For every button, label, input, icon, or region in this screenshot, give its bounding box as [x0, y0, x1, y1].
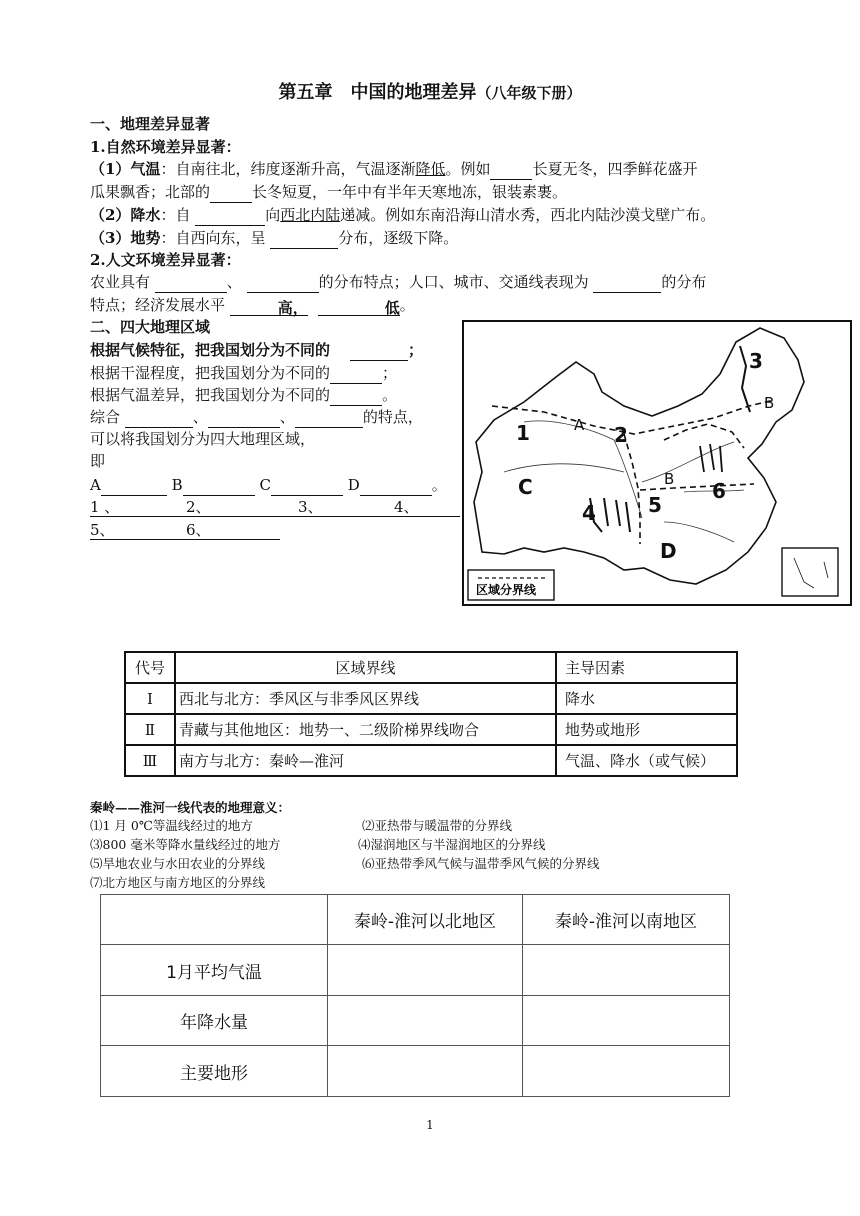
table-cell: 降水 [556, 683, 737, 714]
num-1: 1 、 [90, 498, 120, 516]
table-cell: 气温、降水（或气候） [556, 745, 737, 776]
num-6: 6、 [186, 521, 211, 539]
human-text-b: 、 [226, 273, 247, 291]
table-cell: 南方与北方：秦岭—淮河 [175, 745, 556, 776]
table-row [101, 945, 730, 996]
moisture-line [90, 362, 397, 384]
page-title [0, 78, 860, 104]
section1-sub1: 1.自然环境差异显著： [90, 138, 241, 156]
human-text-d: 的分布 [661, 273, 707, 291]
table-header-cell: 主导因素 [556, 652, 737, 683]
label-b: B [171, 476, 183, 494]
that-is-line: 即 [90, 452, 106, 470]
label-d: D [347, 476, 360, 494]
table-row [125, 683, 737, 714]
human-text-a: 农业具有 [90, 273, 155, 291]
economy-high[interactable]: 高， [230, 297, 308, 316]
section1-heading: 一、地理差异显著 [90, 115, 211, 133]
table-cell: 西北与北方：季风区与非季风区界线 [175, 683, 556, 714]
map-label-c: C [518, 475, 533, 499]
blank-field[interactable] [183, 477, 255, 496]
map-label-4: 4 [582, 501, 596, 525]
table-input-cell[interactable] [328, 996, 523, 1046]
four-regions-line: 可以将我国划分为四大地理区域， [90, 430, 316, 448]
blank-field[interactable] [490, 161, 532, 180]
region-boundary-table [124, 651, 738, 777]
title-sub: （八年级下册） [476, 84, 582, 102]
temp-label: （1）气温 [90, 160, 161, 178]
table-header-cell: 秦岭-淮河以南地区 [523, 895, 730, 945]
table-cell: Ⅰ [125, 683, 175, 714]
abcd-end: 。 [431, 476, 447, 494]
temp-zone-text: 根据气温差异，把我国划分为不同的 [90, 386, 331, 404]
temperature-line-2 [90, 181, 567, 203]
legend-text: 区域分界线 [476, 583, 537, 597]
combine-text-d: 的特点， [362, 408, 423, 426]
blank-field[interactable] [125, 409, 193, 428]
blank-field[interactable] [247, 274, 319, 293]
inset-box [782, 548, 838, 596]
temp-text-c: 长夏无冬，四季鲜花盛开 [532, 160, 698, 178]
table-header-cell: 区域界线 [175, 652, 556, 683]
qinling-item: ⑹亚热带季风气候与温带季风气候的分界线 [362, 856, 600, 871]
numbers-line-2[interactable] [90, 519, 280, 540]
numbers-line-1[interactable] [90, 496, 460, 517]
abcd-line [90, 474, 447, 496]
qinling-item: ⑺北方地区与南方地区的分界线 [90, 875, 266, 890]
num-5: 5、 [90, 521, 115, 539]
table-header-cell: 代号 [125, 652, 175, 683]
boundary-line-2 [624, 434, 640, 544]
blank-field[interactable] [101, 477, 167, 496]
map-label-1: 1 [516, 421, 530, 445]
rain-label: （2）降水 [90, 206, 161, 224]
num-3: 3、 [298, 498, 323, 516]
combine-text-b: 、 [192, 408, 208, 426]
table-row [125, 745, 737, 776]
table-row [101, 1046, 730, 1097]
table-cell: 青藏与其他地区：地势一、二级阶梯界线吻合 [175, 714, 556, 745]
rainfall-line [90, 204, 715, 226]
qinling-item: ⑸旱地农业与水田农业的分界线 [90, 856, 266, 871]
map-label-5: 5 [648, 493, 662, 517]
qinling-item: ⑵亚热带与暖温带的分界线 [362, 818, 513, 833]
climate-end: ； [408, 341, 424, 359]
terrain-text-a: ：自西向东，呈 [160, 229, 271, 247]
num-2: 2、 [186, 498, 211, 516]
rain-text-a: ：自 [160, 206, 196, 224]
table-input-cell[interactable] [523, 1046, 730, 1097]
map-label-b: B [664, 470, 675, 488]
table-input-cell[interactable] [523, 996, 730, 1046]
map-label-d: D [660, 539, 677, 563]
rain-underlined: 西北内陆 [280, 206, 341, 224]
table-row [101, 996, 730, 1046]
moisture-end: ； [382, 364, 398, 382]
blank-field[interactable] [195, 207, 265, 226]
label-c: C [259, 476, 271, 494]
combine-line [90, 406, 423, 428]
human-text-c: 的分布特点；人口、城市、交通线表现为 [318, 273, 594, 291]
map-label-a: A [574, 416, 585, 434]
blank-field[interactable] [271, 477, 343, 496]
temp-text-e: 长冬短夏，一年中有半年天寒地冻，银装素裹。 [252, 183, 568, 201]
temperature-line [90, 158, 698, 180]
blank-field[interactable] [210, 184, 252, 203]
hatch-4 [590, 498, 630, 532]
temp-text-d: 瓜果飘香；北部的 [90, 183, 211, 201]
table-input-cell[interactable] [523, 945, 730, 996]
qinling-item: ⑷湿润地区与半湿润地区的分界线 [358, 837, 546, 852]
boundary-line-1 [492, 400, 774, 434]
qinling-item: ⑴1 月 0℃等温线经过的地方 [90, 818, 253, 833]
boundary-line-4 [664, 424, 744, 448]
page-number: 1 [426, 1118, 434, 1132]
blank-field[interactable] [593, 274, 661, 293]
label-a: A [90, 476, 101, 494]
map-label-b-north: B [764, 394, 775, 412]
blank-field[interactable] [270, 230, 338, 249]
temp-zone-end: 。 [382, 386, 398, 404]
table-header-cell: 秦岭-淮河以北地区 [328, 895, 523, 945]
china-region-map [462, 320, 852, 606]
inset-detail [794, 558, 828, 588]
table-input-cell[interactable] [328, 1046, 523, 1097]
blank-field[interactable] [330, 387, 382, 406]
qinling-item: ⑶800 毫米等降水量线经过的地方 [90, 837, 281, 852]
temp-text-b: 。例如 [445, 160, 491, 178]
combine-text-c: 、 [279, 408, 295, 426]
map-drawing [464, 322, 850, 604]
terrain-text-b: 分布，逐级下降。 [338, 229, 459, 247]
table-cell: Ⅱ [125, 714, 175, 745]
blank-field[interactable] [360, 477, 432, 496]
map-label-2: 2 [614, 423, 628, 447]
num-4: 4、 [394, 498, 419, 516]
blank-field[interactable] [155, 274, 227, 293]
climate-line [90, 339, 423, 361]
map-labels [516, 349, 774, 563]
comparison-table [100, 894, 730, 1097]
table-row-label: 主要地形 [101, 1046, 328, 1097]
table-header-row [125, 652, 737, 683]
blank-field[interactable] [295, 409, 363, 428]
map-label-3: 3 [749, 349, 763, 373]
boundary-line-3 [640, 484, 754, 490]
temperature-zone-line [90, 384, 397, 406]
combine-text-a: 综合 [90, 408, 125, 426]
human-line [90, 271, 706, 293]
temp-text-a: ：自南往北，纬度逐渐升高，气温逐渐 [160, 160, 416, 178]
table-cell: 地势或地形 [556, 714, 737, 745]
terrain-line [90, 227, 458, 249]
human-text-e: 特点；经济发展水平 [90, 296, 230, 314]
title-main: 第五章 中国的地理差异 [278, 82, 477, 103]
human-end: 。 [399, 296, 415, 314]
table-row [125, 714, 737, 745]
terrain-label: （3）地势 [90, 229, 161, 247]
rain-text-c: 递减。例如东南沿海山清水秀，西北内陆沙漠戈壁广布。 [340, 206, 716, 224]
blank-field[interactable] [350, 342, 408, 361]
rain-text-b: 向 [265, 206, 281, 224]
blank-field[interactable] [330, 365, 382, 384]
moisture-text: 根据干湿程度，把我国划分为不同的 [90, 364, 331, 382]
human-line-2 [90, 294, 415, 316]
table-row-label: 1月平均气温 [101, 945, 328, 996]
table-cell: Ⅲ [125, 745, 175, 776]
section1-sub2: 2.人文环境差异显著： [90, 251, 241, 269]
economy-low[interactable]: 低 [318, 297, 400, 316]
blank-field[interactable] [208, 409, 280, 428]
table-row-label: 年降水量 [101, 996, 328, 1046]
table-header-row [101, 895, 730, 945]
table-header-cell [101, 895, 328, 945]
map-label-6: 6 [712, 479, 726, 503]
table-input-cell[interactable] [328, 945, 523, 996]
climate-text: 根据气候特征，把我国划分为不同的 [90, 341, 331, 359]
qinling-heading: 秦岭——淮河一线代表的地理意义： [90, 800, 291, 815]
section2-heading: 二、四大地理区域 [90, 318, 211, 336]
temp-underlined: 降低 [415, 160, 446, 178]
